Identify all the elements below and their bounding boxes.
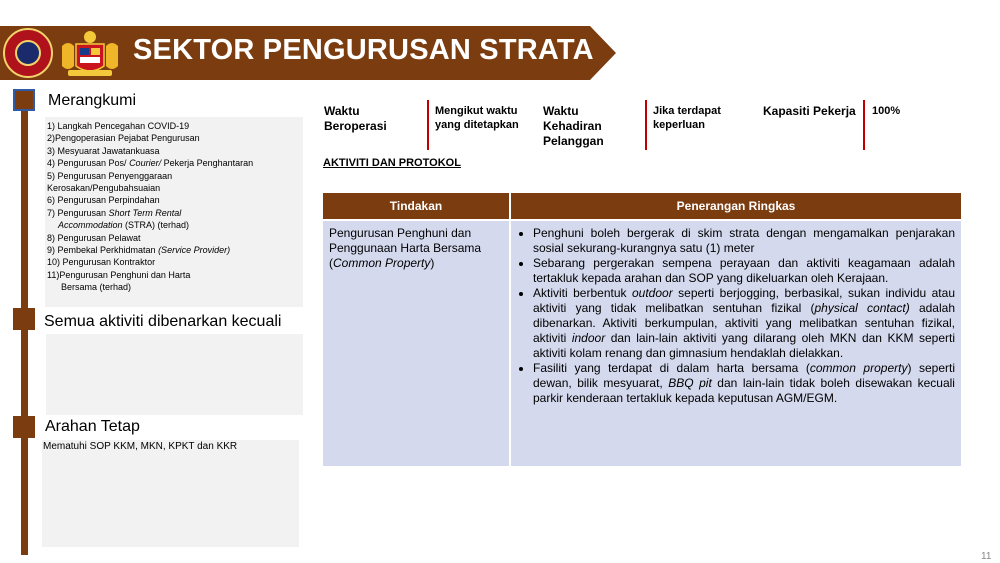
list-item: 10) Pengurusan Kontraktor — [47, 257, 156, 268]
table-header-tindakan: Tindakan — [323, 193, 509, 219]
list-item: • Aktiviti berbentuk outdoor seperti berjogging, berbasikal, sukan individu atau aktiviti yang tidak melibatkan sentuhan fizikal (physical contact) adalah dibenarkan. Aktiviti berkumpulan, aktiviti yang melibatkan sentuhan fizikal, aktiviti indoor dan lain-lain aktiviti yang dilarang oleh MKN dan KKM seperti aktiviti kolam renang dan gimnasium hendaklah dielakkan. — [533, 286, 955, 361]
list-item: 8) Pengurusan Pelawat — [47, 232, 141, 243]
list-item: 7) Pengurusan Short Term Rental — [47, 207, 182, 218]
list-item: 9) Pembekal Perkhidmatan (Service Provider) — [47, 245, 231, 256]
list-item: Accommodation (STRA) (terhad) — [58, 220, 190, 231]
section-title-merangkumi: Merangkumi — [48, 92, 137, 109]
waktu-operasi-value: Mengikut waktu yang ditetapkan — [435, 105, 519, 131]
kapasiti-value: 100% — [872, 105, 901, 117]
protokol-heading: AKTIVITI DAN PROTOKOL — [323, 157, 461, 169]
page-number: 11 — [981, 551, 992, 562]
list-item: 5) Pengurusan Penyenggaraan — [47, 170, 173, 181]
waktu-kehadiran-value: Jika terdapat keperluan — [653, 105, 721, 131]
table-cell-penerangan — [511, 221, 961, 466]
arahan-box — [42, 440, 299, 547]
list-item: • Penghuni boleh bergerak di skim strata dengan mengamalkan penjarakan sosial sekurang-kurangnya satu (1) meter — [533, 226, 955, 256]
table-cell-tindakan: Pengurusan Penghuni dan Penggunaan Harta Bersama (Common Property) — [323, 221, 509, 466]
merangkumi-list — [47, 120, 253, 294]
timeline-marker — [13, 308, 35, 330]
coat-of-arms-logo — [58, 28, 122, 78]
section-title-semua: Semua aktiviti dibenarkan kecuali — [44, 313, 282, 330]
banner-arrow — [590, 26, 616, 80]
waktu-operasi-label: Waktu Beroperasi — [324, 104, 387, 133]
waktu-kehadiran-label: Waktu Kehadiran Pelanggan — [543, 104, 604, 148]
list-item: 4) Pengurusan Pos/ Courier/ Pekerja Penghantaran — [47, 158, 254, 169]
timeline-marker — [13, 416, 35, 438]
list-item: Kerosakan/Pengubahsuaian — [47, 183, 161, 194]
section-title-arahan: Arahan Tetap — [45, 418, 140, 435]
list-item: 1) Langkah Pencegahan COVID-19 — [47, 121, 190, 131]
list-item: • Sebarang pergerakan sempena perayaan dan aktiviti keagamaan adalah tertakluk kepada arahan dan SOP yang dikeluarkan oleh Kerajaan. — [533, 256, 955, 286]
page-title: SEKTOR PENGURUSAN STRATA — [133, 34, 594, 66]
arahan-text: Mematuhi SOP KKM, MKN, KPKT dan KKR — [43, 441, 238, 452]
list-item: 6) Pengurusan Perpindahan — [47, 195, 160, 206]
list-item: 11)Pengurusan Penghuni dan Harta — [47, 269, 191, 280]
list-item: • Fasiliti yang terdapat di dalam harta bersama (common property) seperti dewan, bilik mesyuarat, BBQ pit dan lain-lain tidak boleh disewakan kecuali parkir kenderaan tertakluk kepada keputusan AGM/EGM. — [533, 361, 955, 406]
semua-box — [46, 334, 303, 415]
divider — [645, 100, 647, 150]
kapasiti-label: Kapasiti Pekerja — [763, 104, 856, 118]
table-header-penerangan: Penerangan Ringkas — [511, 193, 961, 219]
list-item: 2)Pengoperasian Pejabat Pengurusan — [47, 133, 200, 144]
list-item: 3) Mesyuarat Jawatankuasa — [47, 145, 160, 156]
list-item: Bersama (terhad) — [61, 282, 132, 293]
divider — [863, 100, 865, 150]
timeline-marker — [13, 89, 35, 111]
divider — [427, 100, 429, 150]
agency-seal-logo — [3, 28, 53, 78]
